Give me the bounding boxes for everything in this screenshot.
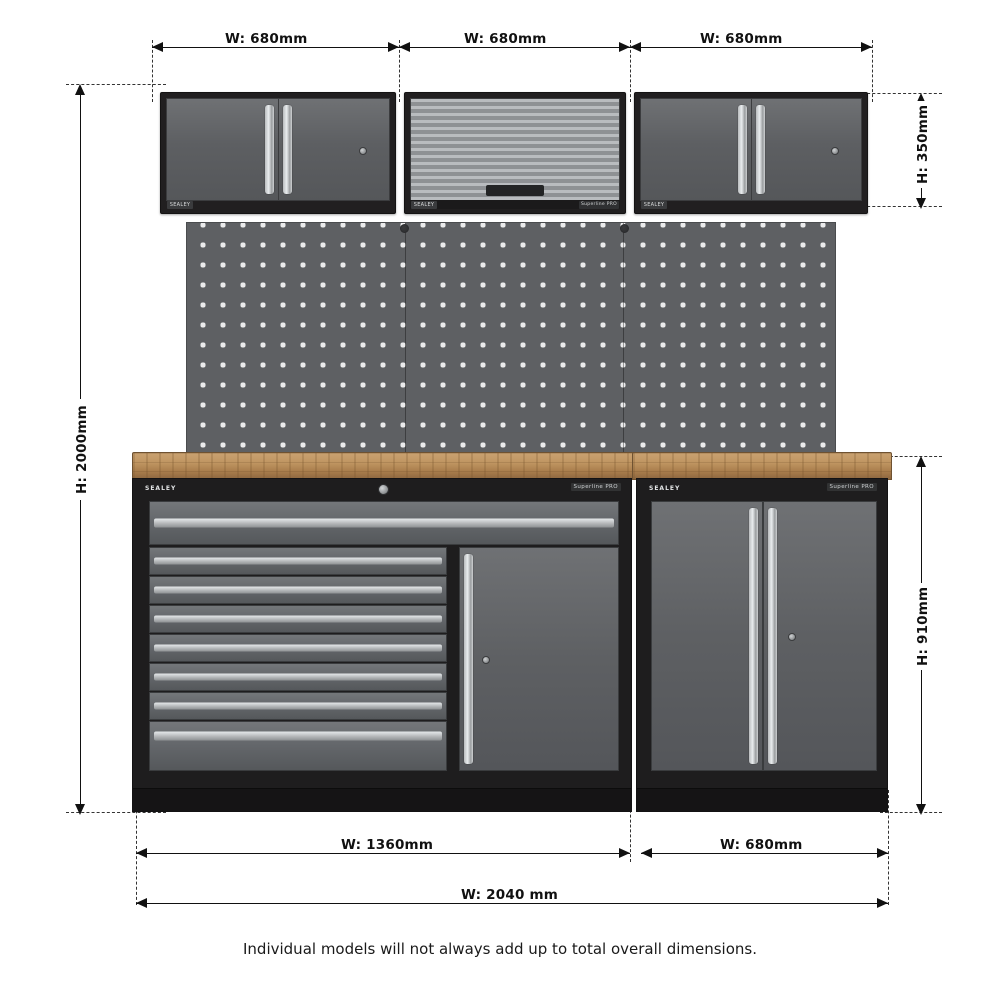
modular-floor-cabinet-doors[interactable] xyxy=(636,478,888,812)
drawer-pull-handle[interactable] xyxy=(154,674,442,681)
dim-left-height-arrow-top xyxy=(75,84,85,95)
dim-top-3-line xyxy=(630,47,872,48)
diagram-caption: Individual models will not always add up to total overall dimensions. xyxy=(243,940,757,958)
wall-cabinet-right-door-right[interactable] xyxy=(751,98,863,201)
dim-bottom-1-label: W: 1360mm xyxy=(335,837,439,853)
brand-badge: SEALEY xyxy=(641,201,667,209)
dim-top-1-line xyxy=(152,47,399,48)
wall-cabinet-left-door-right[interactable] xyxy=(278,98,391,201)
shutter-grip-handle[interactable] xyxy=(486,185,544,196)
door-handle-icon[interactable] xyxy=(756,105,765,194)
dim-bottom-1-arrow-left xyxy=(136,848,147,858)
ext-line-right-wall-top xyxy=(862,93,942,94)
dim-base-height-arrow-top xyxy=(916,456,926,467)
modular-floor-cabinet-drawers[interactable] xyxy=(132,478,632,812)
drawer-pull-handle[interactable] xyxy=(154,587,442,594)
base-cabinet-right-door-left[interactable] xyxy=(651,501,763,771)
roller-shutter[interactable] xyxy=(410,98,620,201)
door-lock-icon[interactable] xyxy=(788,633,796,641)
pegboard-screw-left xyxy=(400,224,409,233)
door-handle-icon[interactable] xyxy=(265,105,274,194)
drawer-pull-handle[interactable] xyxy=(154,616,442,623)
dim-top-2-label: W: 680mm xyxy=(458,31,553,47)
drawer-7[interactable] xyxy=(149,692,447,720)
cabinet-plinth xyxy=(133,788,631,811)
ext-line-right-wall-bottom xyxy=(862,206,942,207)
dim-bottom-2-arrow-right xyxy=(877,848,888,858)
dim-top-2-line xyxy=(399,47,630,48)
wall-cabinet-left[interactable] xyxy=(160,92,396,214)
dim-overall-width-label: W: 2040 mm xyxy=(455,887,564,903)
model-badge: Superline PRO xyxy=(580,202,618,207)
worktop-grain xyxy=(633,453,891,479)
dim-top-2-arrow-left xyxy=(399,42,410,52)
pegboard-hole-pattern xyxy=(187,223,835,459)
drawer-5[interactable] xyxy=(149,634,447,662)
wall-cabinet-right-door-left[interactable] xyxy=(640,98,751,201)
drawer-pull-handle[interactable] xyxy=(154,645,442,652)
wall-cabinet-left-door-left[interactable] xyxy=(166,98,278,201)
base-cabinet-right-door-right[interactable] xyxy=(763,501,877,771)
dim-bottom-1-arrow-right xyxy=(619,848,630,858)
wall-cabinet-left-doors xyxy=(166,98,390,201)
cabinet-lock-icon[interactable] xyxy=(378,484,389,495)
brand-badge: SEALEY xyxy=(167,201,193,209)
pressed-wood-worktop-right xyxy=(632,452,892,480)
door-handle-icon[interactable] xyxy=(738,105,747,194)
ext-line-right-base-bottom xyxy=(880,812,942,813)
pegboard-seam-2 xyxy=(623,223,624,459)
pegboard-seam-1 xyxy=(405,223,406,459)
dim-overall-height-label: H: 2000mm xyxy=(74,399,90,500)
drawer-6[interactable] xyxy=(149,663,447,691)
drawer-pull-handle[interactable] xyxy=(154,703,442,710)
wall-cabinet-right[interactable] xyxy=(634,92,868,214)
drawer-pull-handle[interactable] xyxy=(154,732,442,741)
brand-badge: SEALEY xyxy=(411,201,437,209)
dim-bottom-1-line xyxy=(136,853,630,854)
dim-top-3-arrow-right xyxy=(861,42,872,52)
door-handle-icon[interactable] xyxy=(749,508,758,764)
dim-top-2-arrow-right xyxy=(619,42,630,52)
brand-logo: SEALEY xyxy=(145,485,177,492)
roller-shutter-wall-cabinet[interactable] xyxy=(404,92,626,214)
drawer-8[interactable] xyxy=(149,721,447,771)
dim-base-height-label: H: 910mm xyxy=(915,583,931,670)
dim-wall-height-label: H: 350mm xyxy=(915,101,931,188)
cabinet-plinth xyxy=(637,788,887,811)
dim-bottom-2-label: W: 680mm xyxy=(714,837,809,853)
dim-top-1-label: W: 680mm xyxy=(219,31,314,47)
dim-bottom-2-arrow-left xyxy=(641,848,652,858)
dim-top-1-arrow-right xyxy=(388,42,399,52)
ext-line-bottom-3 xyxy=(888,790,889,905)
door-handle-icon[interactable] xyxy=(464,554,473,764)
dim-overall-width-arrow-left xyxy=(136,898,147,908)
dim-wall-height-arrow-bottom xyxy=(916,198,926,209)
drawer-4[interactable] xyxy=(149,605,447,633)
model-logo: Superline PRO xyxy=(571,483,621,491)
wall-cabinet-right-doors xyxy=(640,98,862,201)
model-logo: Superline PRO xyxy=(827,483,877,491)
drawer-pull-handle[interactable] xyxy=(154,558,442,565)
modular-back-panel xyxy=(186,222,836,460)
drawer-3[interactable] xyxy=(149,576,447,604)
dim-base-height-arrow-bottom xyxy=(916,804,926,815)
brand-logo: SEALEY xyxy=(649,485,681,492)
pegboard-screw-right xyxy=(620,224,629,233)
door-lock-icon[interactable] xyxy=(482,656,490,664)
base-cabinet-left-door[interactable] xyxy=(459,547,619,771)
drawer-2[interactable] xyxy=(149,547,447,575)
dim-left-height-arrow-bottom xyxy=(75,804,85,815)
door-lock-icon[interactable] xyxy=(831,147,839,155)
dim-overall-width-arrow-right xyxy=(877,898,888,908)
door-lock-icon[interactable] xyxy=(359,147,367,155)
dim-bottom-2-line xyxy=(641,853,888,854)
dim-overall-width-line xyxy=(136,903,888,904)
dim-top-3-label: W: 680mm xyxy=(694,31,789,47)
drawer-pull-handle[interactable] xyxy=(154,519,614,528)
dim-top-3-arrow-left xyxy=(630,42,641,52)
drawer-1[interactable] xyxy=(149,501,619,545)
door-handle-icon[interactable] xyxy=(283,105,292,194)
door-handle-icon[interactable] xyxy=(768,508,777,764)
dim-top-1-arrow-left xyxy=(152,42,163,52)
